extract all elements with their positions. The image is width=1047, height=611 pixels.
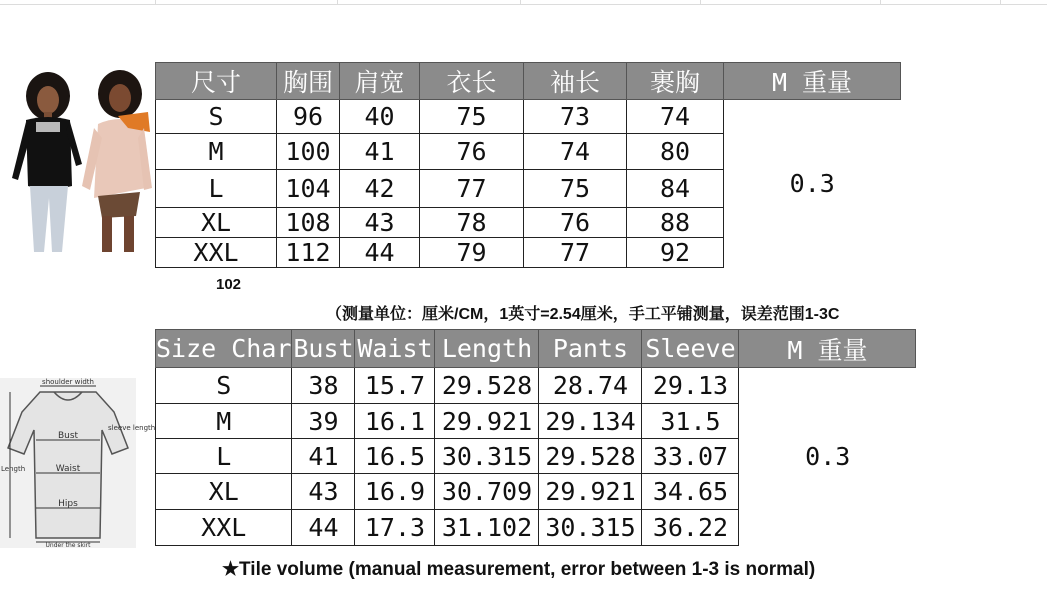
cell: M xyxy=(156,404,292,439)
cell: 77 xyxy=(524,238,627,268)
diagram-label-length: Length xyxy=(1,465,26,473)
cell: 74 xyxy=(524,134,627,170)
cell: 77 xyxy=(420,170,524,208)
cell: 15.7 xyxy=(355,368,435,404)
cell: 16.5 xyxy=(355,439,435,474)
cell: 76 xyxy=(420,134,524,170)
cell: L xyxy=(156,170,277,208)
table-row xyxy=(156,368,916,404)
size-chart-inch-table xyxy=(155,329,916,546)
weight-value: 0.3 xyxy=(724,100,901,268)
cell: 30.315 xyxy=(539,510,642,546)
table-header-row xyxy=(156,63,901,100)
measurement-note-cn: （测量单位：厘米/CM，1英寸=2.54厘米，手工平铺测量，误差范围1-3C xyxy=(326,306,840,323)
cell: 44 xyxy=(340,238,420,268)
cell: 41 xyxy=(292,439,355,474)
cell: 104 xyxy=(277,170,340,208)
cell: 29.13 xyxy=(642,368,739,404)
header-size-chart: Size Char xyxy=(156,330,292,368)
cell: 43 xyxy=(340,208,420,238)
cell: 17.3 xyxy=(355,510,435,546)
cell: 108 xyxy=(277,208,340,238)
header-sleeve: 袖长 xyxy=(524,63,627,100)
cell: 30.709 xyxy=(435,474,539,510)
cell: 96 xyxy=(277,100,340,134)
header-length: Length xyxy=(435,330,539,368)
cell: 79 xyxy=(420,238,524,268)
cell: 84 xyxy=(627,170,724,208)
cell: 36.22 xyxy=(642,510,739,546)
cell: 100 xyxy=(277,134,340,170)
header-shoulder: 肩宽 xyxy=(340,63,420,100)
diagram-label-hips: Hips xyxy=(58,499,78,509)
cell: 73 xyxy=(524,100,627,134)
cell: XL xyxy=(156,474,292,510)
cell: XL xyxy=(156,208,277,238)
diagram-label-shoulder: shoulder width xyxy=(42,378,94,386)
cell: S xyxy=(156,100,277,134)
product-photo xyxy=(10,68,152,254)
note-number: 102 xyxy=(216,276,242,293)
cell: 29.528 xyxy=(435,368,539,404)
header-weight: M 重量 xyxy=(739,330,916,368)
header-weight: M 重量 xyxy=(724,63,901,100)
diagram-label-waist: Waist xyxy=(55,464,81,474)
diagram-label-bust: Bust xyxy=(57,431,79,441)
header-waist: Waist xyxy=(355,330,435,368)
cell: 29.921 xyxy=(539,474,642,510)
cell: 29.921 xyxy=(435,404,539,439)
size-chart-cm-table xyxy=(155,62,901,268)
diagram-label-skirt: Under the skirt xyxy=(45,542,91,549)
cell: 74 xyxy=(627,100,724,134)
cell: 38 xyxy=(292,368,355,404)
cell: 30.315 xyxy=(435,439,539,474)
table-row xyxy=(156,100,901,134)
tile-volume-note: ★Tile volume (manual measurement, error between 1-3 is normal) xyxy=(222,559,816,580)
cell: 92 xyxy=(627,238,724,268)
cell: 76 xyxy=(524,208,627,238)
spreadsheet-gridline xyxy=(0,0,1047,5)
cell: 28.74 xyxy=(539,368,642,404)
diagram-label-sleeve: sleeve length xyxy=(108,424,156,432)
cell: 29.134 xyxy=(539,404,642,439)
cell: 40 xyxy=(340,100,420,134)
cell: 75 xyxy=(420,100,524,134)
header-bust: Bust xyxy=(292,330,355,368)
cell: 29.528 xyxy=(539,439,642,474)
table-header-row xyxy=(156,330,916,368)
cell: 16.9 xyxy=(355,474,435,510)
cell: 31.5 xyxy=(642,404,739,439)
cell: XXL xyxy=(156,510,292,546)
header-length: 衣长 xyxy=(420,63,524,100)
cell: S xyxy=(156,368,292,404)
cell: 43 xyxy=(292,474,355,510)
cell: 112 xyxy=(277,238,340,268)
cell: 75 xyxy=(524,170,627,208)
cell: 31.102 xyxy=(435,510,539,546)
cell: 78 xyxy=(420,208,524,238)
header-bust: 胸围 xyxy=(277,63,340,100)
cell: XXL xyxy=(156,238,277,268)
header-sleeve: Sleeve xyxy=(642,330,739,368)
header-pants: Pants xyxy=(539,330,642,368)
cell: M xyxy=(156,134,277,170)
cell: 80 xyxy=(627,134,724,170)
header-wrap-chest: 裹胸 xyxy=(627,63,724,100)
cell: 39 xyxy=(292,404,355,439)
header-size: 尺寸 xyxy=(156,63,277,100)
cell: 88 xyxy=(627,208,724,238)
cell: 42 xyxy=(340,170,420,208)
cell: 33.07 xyxy=(642,439,739,474)
cell: 34.65 xyxy=(642,474,739,510)
cell: 44 xyxy=(292,510,355,546)
measurement-diagram xyxy=(0,378,156,549)
cell: L xyxy=(156,439,292,474)
weight-value: 0.3 xyxy=(739,368,916,546)
cell: 41 xyxy=(340,134,420,170)
cell: 16.1 xyxy=(355,404,435,439)
